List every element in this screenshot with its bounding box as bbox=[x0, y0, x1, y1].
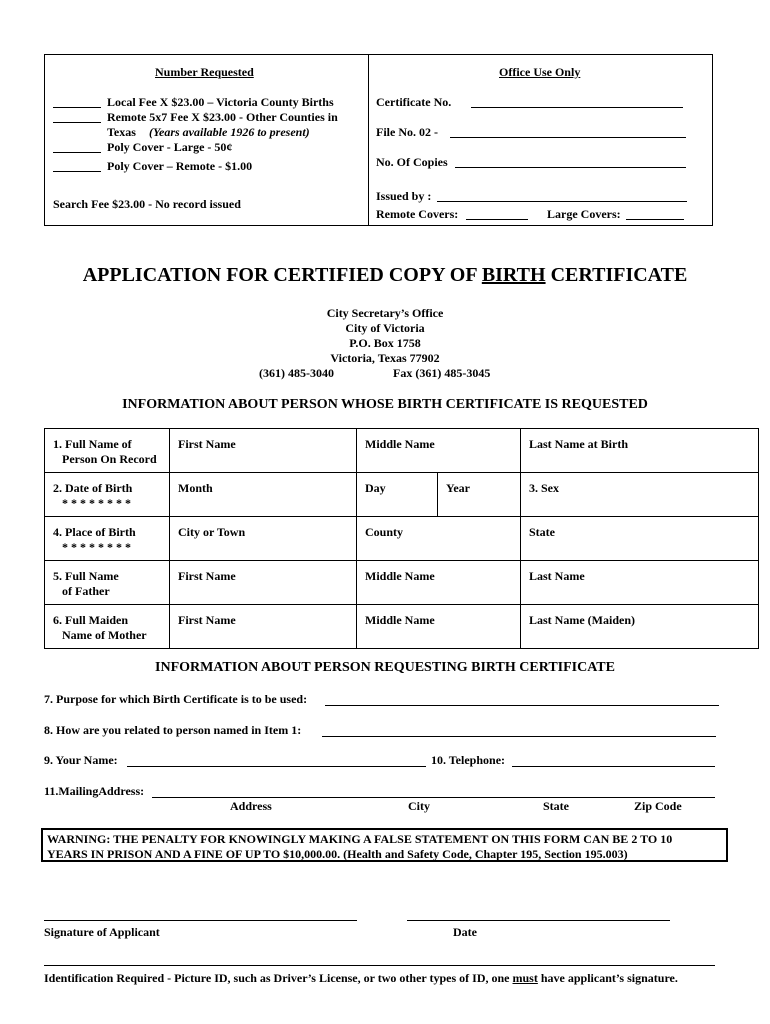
issued-by-label: Issued by : bbox=[376, 189, 432, 203]
poly-remote-label: Poly Cover – Remote - $1.00 bbox=[107, 159, 253, 173]
date-line[interactable] bbox=[407, 920, 670, 921]
must-emphasis: must bbox=[512, 971, 538, 985]
row-label: 1. Full Name of Person On Record bbox=[45, 429, 170, 473]
remote-fee-label: Remote 5x7 Fee X $23.00 - Other Counties in bbox=[107, 110, 338, 124]
mother-maiden-cell[interactable]: Last Name (Maiden) bbox=[521, 605, 759, 649]
row-label: 4. Place of Birth * * * * * * * * bbox=[45, 517, 170, 561]
mother-middle-cell[interactable]: Middle Name bbox=[357, 605, 521, 649]
office-city: City of Victoria bbox=[345, 321, 425, 335]
city-cell[interactable]: City or Town bbox=[170, 517, 357, 561]
father-last-cell[interactable]: Last Name bbox=[521, 561, 759, 605]
file-no-field[interactable] bbox=[450, 137, 686, 138]
certificate-no-label: Certificate No. bbox=[376, 95, 452, 109]
telephone-field[interactable] bbox=[512, 766, 715, 767]
signature-caption: Signature of Applicant bbox=[44, 925, 160, 939]
office-phone: (361) 485-3040 bbox=[259, 366, 334, 380]
remote-covers-field[interactable] bbox=[466, 219, 528, 220]
table-row bbox=[45, 605, 759, 649]
poly-remote-blank[interactable] bbox=[53, 171, 101, 172]
remote-fee-blank[interactable] bbox=[53, 122, 101, 123]
month-cell[interactable]: Month bbox=[170, 473, 357, 517]
middle-name-cell[interactable]: Middle Name bbox=[357, 429, 521, 473]
mailing-address-field[interactable] bbox=[152, 797, 715, 798]
mailing-address-label: 11.MailingAddress: bbox=[44, 784, 145, 798]
birth-info-table bbox=[44, 428, 759, 649]
remote-covers-label: Remote Covers: bbox=[376, 207, 459, 221]
penalty-warning: WARNING: THE PENALTY FOR KNOWINGLY MAKING A FALSE STATEMENT ON THIS FORM CAN BE 2 TO 10 YEARS IN PRISON AND A FINE OF UP TO $10,000.00. (Health and Safety Code, Chapter 195, Section 195.003) bbox=[41, 828, 728, 862]
years-available-note: (Years available 1926 to present) bbox=[149, 125, 310, 139]
certificate-no-field[interactable] bbox=[471, 107, 683, 108]
section-person-heading: INFORMATION ABOUT PERSON WHOSE BIRTH CERTIFICATE IS REQUESTED bbox=[122, 397, 648, 412]
zip-caption: Zip Code bbox=[634, 799, 682, 813]
row-label: 6. Full Maiden Name of Mother bbox=[45, 605, 170, 649]
poly-large-label: Poly Cover - Large - 50¢ bbox=[107, 140, 233, 154]
last-name-cell[interactable]: Last Name at Birth bbox=[521, 429, 759, 473]
id-requirement-note: Identification Required - Picture ID, such as Driver’s License, or two other types of ID, one must have applicant’s signature. bbox=[44, 971, 678, 985]
your-name-field[interactable] bbox=[127, 766, 426, 767]
file-no-label: File No. 02 - bbox=[376, 125, 438, 139]
year-cell[interactable]: Year bbox=[438, 473, 521, 517]
copies-field[interactable] bbox=[455, 167, 686, 168]
table-row bbox=[45, 517, 759, 561]
telephone-label: 10. Telephone: bbox=[431, 753, 506, 767]
footer-divider bbox=[44, 965, 715, 966]
large-covers-label: Large Covers: bbox=[547, 207, 621, 221]
father-middle-cell[interactable]: Middle Name bbox=[357, 561, 521, 605]
row-label: 5. Full Name of Father bbox=[45, 561, 170, 605]
office-use-heading: Office Use Only bbox=[499, 65, 581, 79]
office-po-box: P.O. Box 1758 bbox=[349, 336, 421, 350]
date-caption: Date bbox=[453, 925, 477, 939]
office-box bbox=[44, 54, 713, 226]
county-cell[interactable]: County bbox=[357, 517, 521, 561]
texas-label: Texas bbox=[107, 125, 136, 139]
first-name-cell[interactable]: First Name bbox=[170, 429, 357, 473]
local-fee-blank[interactable] bbox=[53, 107, 101, 108]
office-fax: Fax (361) 485-3045 bbox=[393, 366, 491, 380]
table-row bbox=[45, 429, 759, 473]
state-caption: State bbox=[543, 799, 569, 813]
large-covers-field[interactable] bbox=[626, 219, 684, 220]
signature-line[interactable] bbox=[44, 920, 357, 921]
sex-cell[interactable]: 3. Sex bbox=[521, 473, 759, 517]
relation-label: 8. How are you related to person named in Item 1: bbox=[44, 723, 302, 737]
search-fee-label: Search Fee $23.00 - No record issued bbox=[53, 197, 241, 211]
purpose-field[interactable] bbox=[325, 705, 719, 706]
your-name-label: 9. Your Name: bbox=[44, 753, 118, 767]
purpose-label: 7. Purpose for which Birth Certificate is to be used: bbox=[44, 692, 308, 706]
poly-large-blank[interactable] bbox=[53, 152, 101, 153]
office-city-state: Victoria, Texas 77902 bbox=[330, 351, 440, 365]
office-name: City Secretary’s Office bbox=[326, 306, 444, 320]
table-row bbox=[45, 561, 759, 605]
box-divider bbox=[368, 55, 369, 225]
row-label: 2. Date of Birth * * * * * * * * bbox=[45, 473, 170, 517]
issued-by-field[interactable] bbox=[437, 201, 687, 202]
relation-field[interactable] bbox=[322, 736, 716, 737]
father-first-cell[interactable]: First Name bbox=[170, 561, 357, 605]
number-requested-heading: Number Requested bbox=[155, 65, 254, 79]
section-requester-heading: INFORMATION ABOUT PERSON REQUESTING BIRTH CERTIFICATE bbox=[155, 660, 615, 675]
page-title: APPLICATION FOR CERTIFIED COPY OF BIRTH CERTIFICATE bbox=[82, 264, 688, 286]
table-row bbox=[45, 473, 759, 517]
city-caption: City bbox=[408, 799, 430, 813]
title-emphasis: BIRTH bbox=[481, 264, 546, 286]
copies-label: No. Of Copies bbox=[376, 155, 448, 169]
address-caption: Address bbox=[230, 799, 272, 813]
mother-first-cell[interactable]: First Name bbox=[170, 605, 357, 649]
day-cell[interactable]: Day bbox=[357, 473, 438, 517]
state-cell[interactable]: State bbox=[521, 517, 759, 561]
local-fee-label: Local Fee X $23.00 – Victoria County Births bbox=[107, 95, 334, 109]
